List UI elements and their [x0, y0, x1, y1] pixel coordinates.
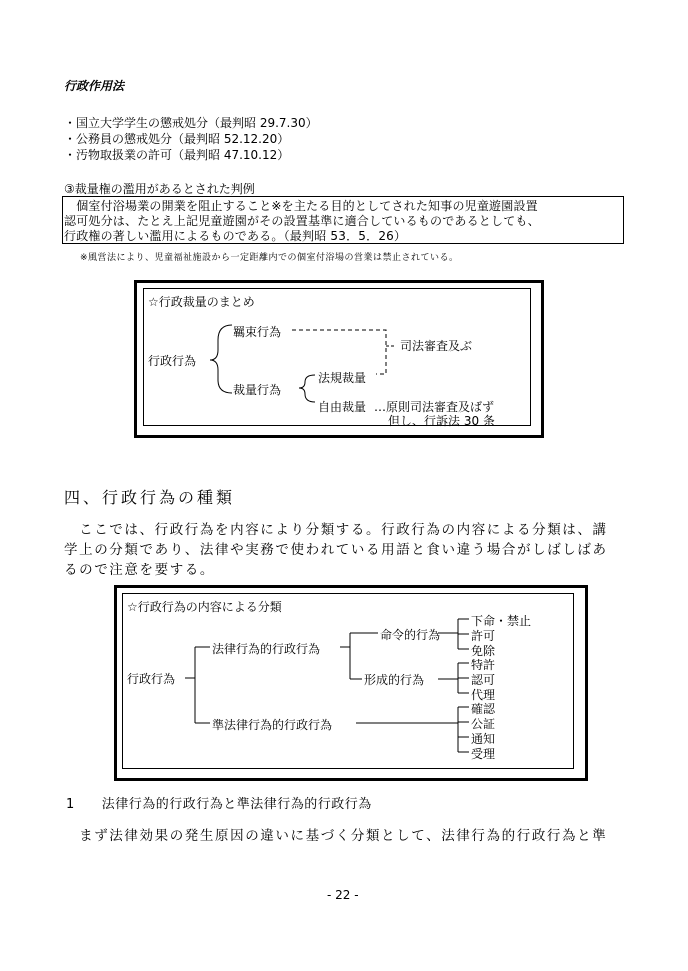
abuse-case-line: 行政権の著しい濫用によるものである。（最判昭 53．5．26）: [64, 229, 407, 243]
quasi-item: 確認: [471, 702, 496, 716]
exception-line: …原則司法審査及ばず: [374, 400, 495, 414]
classification-root: 行政行為: [127, 672, 176, 686]
command-act: 命令的行為: [380, 628, 441, 642]
section-header: 行政作用法: [64, 79, 125, 93]
paragraph-line: 学上の分類であり、法律や実務で使われている用語と食い違う場合がしばしばあ: [64, 542, 608, 558]
bound-act: 羈束行為: [233, 325, 282, 339]
formative-act: 形成的行為: [364, 673, 425, 687]
formative-item: 特許: [471, 658, 496, 672]
quasi-item: 通知: [471, 732, 496, 746]
page-number: - 22 -: [327, 888, 359, 902]
paragraph-line: るので注意を要する。: [64, 562, 215, 578]
paragraph-line: まず法律効果の発生原因の違いに基づく分類として、法律行為的行政行為と準: [64, 828, 608, 844]
command-item: 許可: [471, 629, 496, 643]
bullet-item: ・国立大学学生の懲戒処分（最判昭 29.7.30）: [64, 116, 318, 130]
paragraph-line: ここでは、行政行為を内容により分類する。行政行為の内容による分類は、講: [64, 522, 608, 538]
summary-title: ☆行政裁量のまとめ: [148, 295, 255, 309]
quasi-item: 公証: [471, 717, 496, 731]
juristic-act: 法律行為的行政行為: [212, 642, 321, 656]
command-item: 下命・禁止: [471, 614, 532, 628]
abuse-case-line: 個室付浴場業の開業を阻止すること※を主たる目的としてされた知事の児童遊園設置: [64, 199, 538, 213]
abuse-case-line: 認可処分は、たとえ上記児童遊園がその設置基準に適合しているものであるとしても、: [64, 214, 540, 228]
quasi-item: 受理: [471, 747, 496, 761]
bullet-item: ・公務員の懲戒処分（最判昭 52.12.20）: [64, 132, 290, 146]
legal-discretion: 法規裁量: [318, 371, 367, 385]
summary-root: 行政行為: [148, 354, 197, 368]
discretionary-act: 裁量行為: [233, 383, 282, 397]
formative-item: 代理: [471, 688, 496, 702]
bullet-item: ・汚物取扱業の許可（最判昭 47.10.12）: [64, 148, 290, 162]
classification-title: ☆行政行為の内容による分類: [127, 600, 282, 614]
free-discretion: 自由裁量: [318, 400, 367, 414]
command-item: 免除: [471, 644, 496, 658]
abuse-heading: ③裁量権の濫用があるとされた判例: [64, 182, 255, 196]
judicial-review-label: 司法審査及ぶ: [400, 339, 473, 353]
section-four-heading: 四、行政行為の種類: [64, 488, 236, 507]
formative-item: 認可: [471, 673, 496, 687]
footnote: ※風営法により、児童福祉施設から一定距離内での個室付浴場の営業は禁止されている。: [80, 253, 459, 263]
subsection-heading: 1 法律行為的行政行為と準法律行為的行政行為: [66, 797, 372, 812]
exception-line: 但し、行訴法 30 条: [388, 414, 495, 428]
quasi-juristic-act: 準法律行為的行政行為: [212, 718, 333, 732]
